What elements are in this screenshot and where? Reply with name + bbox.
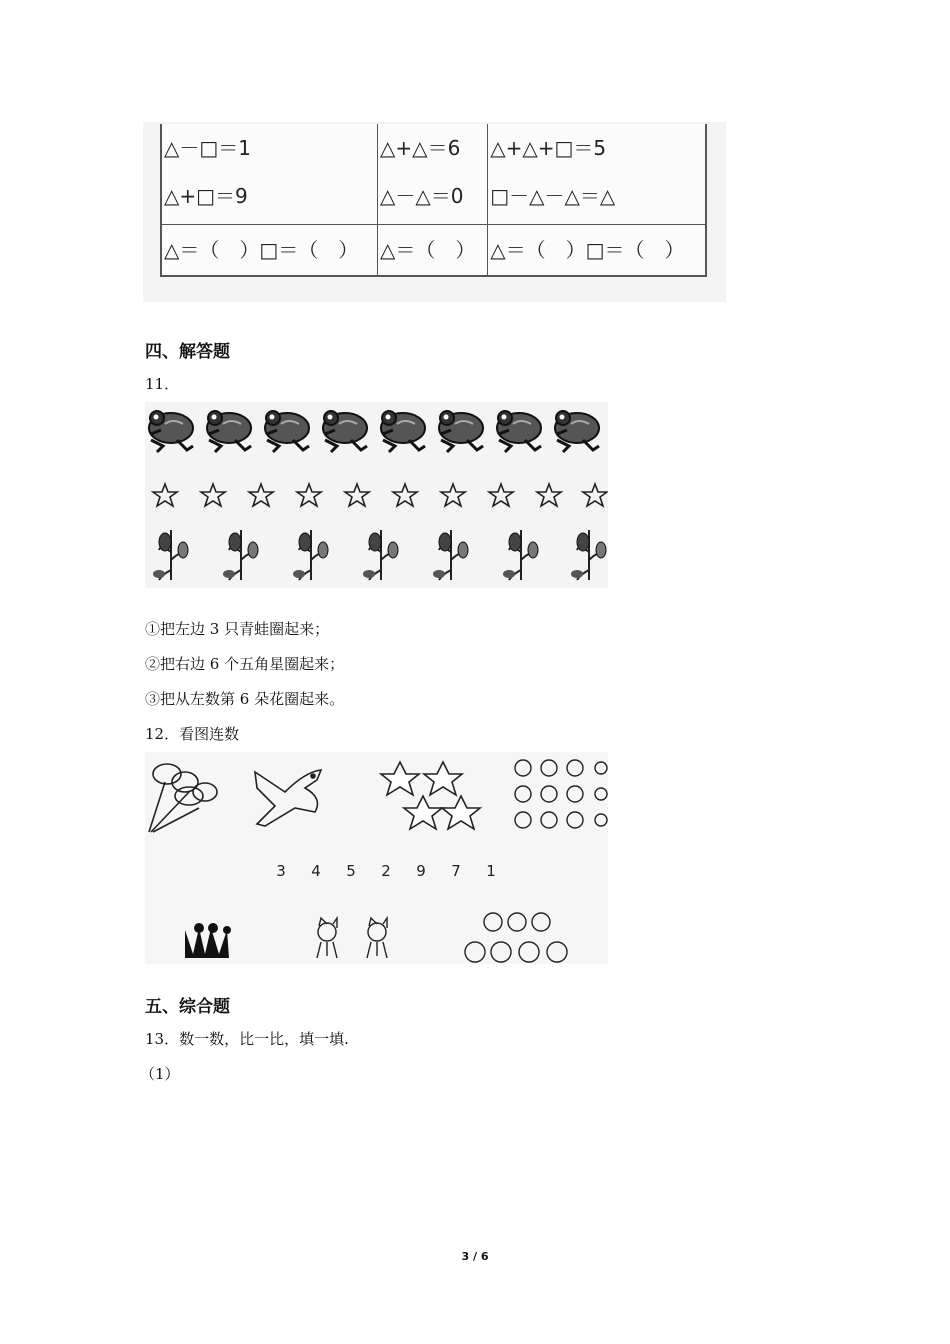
- sub-question-label: （1）: [140, 1065, 180, 1083]
- equation: △－□＝1: [164, 136, 252, 160]
- count-and-match-picture: [145, 752, 608, 964]
- question-label: 12．看图连数: [145, 725, 240, 743]
- match-number: 1: [486, 862, 496, 880]
- equation: △－△＝0: [380, 184, 464, 208]
- instruction-3: ③把从左数第 6 朵花圈起来。: [145, 690, 345, 708]
- answer-cell: △＝（ ）□＝（ ）: [161, 225, 378, 277]
- equation-cell: [378, 124, 488, 225]
- question-number: 11．: [145, 375, 180, 393]
- answer-cell: △＝（ ）□＝（ ）: [488, 225, 706, 277]
- page-number: 3 / 6: [461, 1250, 489, 1263]
- match-number: 4: [311, 862, 321, 880]
- equation-cell: [161, 124, 378, 225]
- match-number: 3: [276, 862, 286, 880]
- match-number: 5: [346, 862, 356, 880]
- match-number: 2: [381, 862, 391, 880]
- match-number: 9: [416, 862, 426, 880]
- equation-table: [160, 124, 707, 277]
- answer-cell: △＝（ ）: [378, 225, 488, 277]
- section-title: 五、综合题: [145, 997, 230, 1017]
- section-title: 四、解答题: [145, 342, 230, 362]
- frogs-stars-flowers-picture: [145, 402, 608, 588]
- equation: △+□＝9: [164, 184, 248, 208]
- question-label: 13．数一数，比一比，填一填.: [145, 1030, 349, 1048]
- equation: △+△+□＝5: [490, 136, 607, 160]
- instruction-1: ①把左边 3 只青蛙圈起来；: [145, 620, 330, 638]
- instruction-2: ②把右边 6 个五角星圈起来；: [145, 655, 345, 673]
- equation: □－△－△＝△: [490, 184, 616, 208]
- match-number: 7: [451, 862, 461, 880]
- equation-cell: [488, 124, 706, 225]
- equation: △+△＝6: [380, 136, 461, 160]
